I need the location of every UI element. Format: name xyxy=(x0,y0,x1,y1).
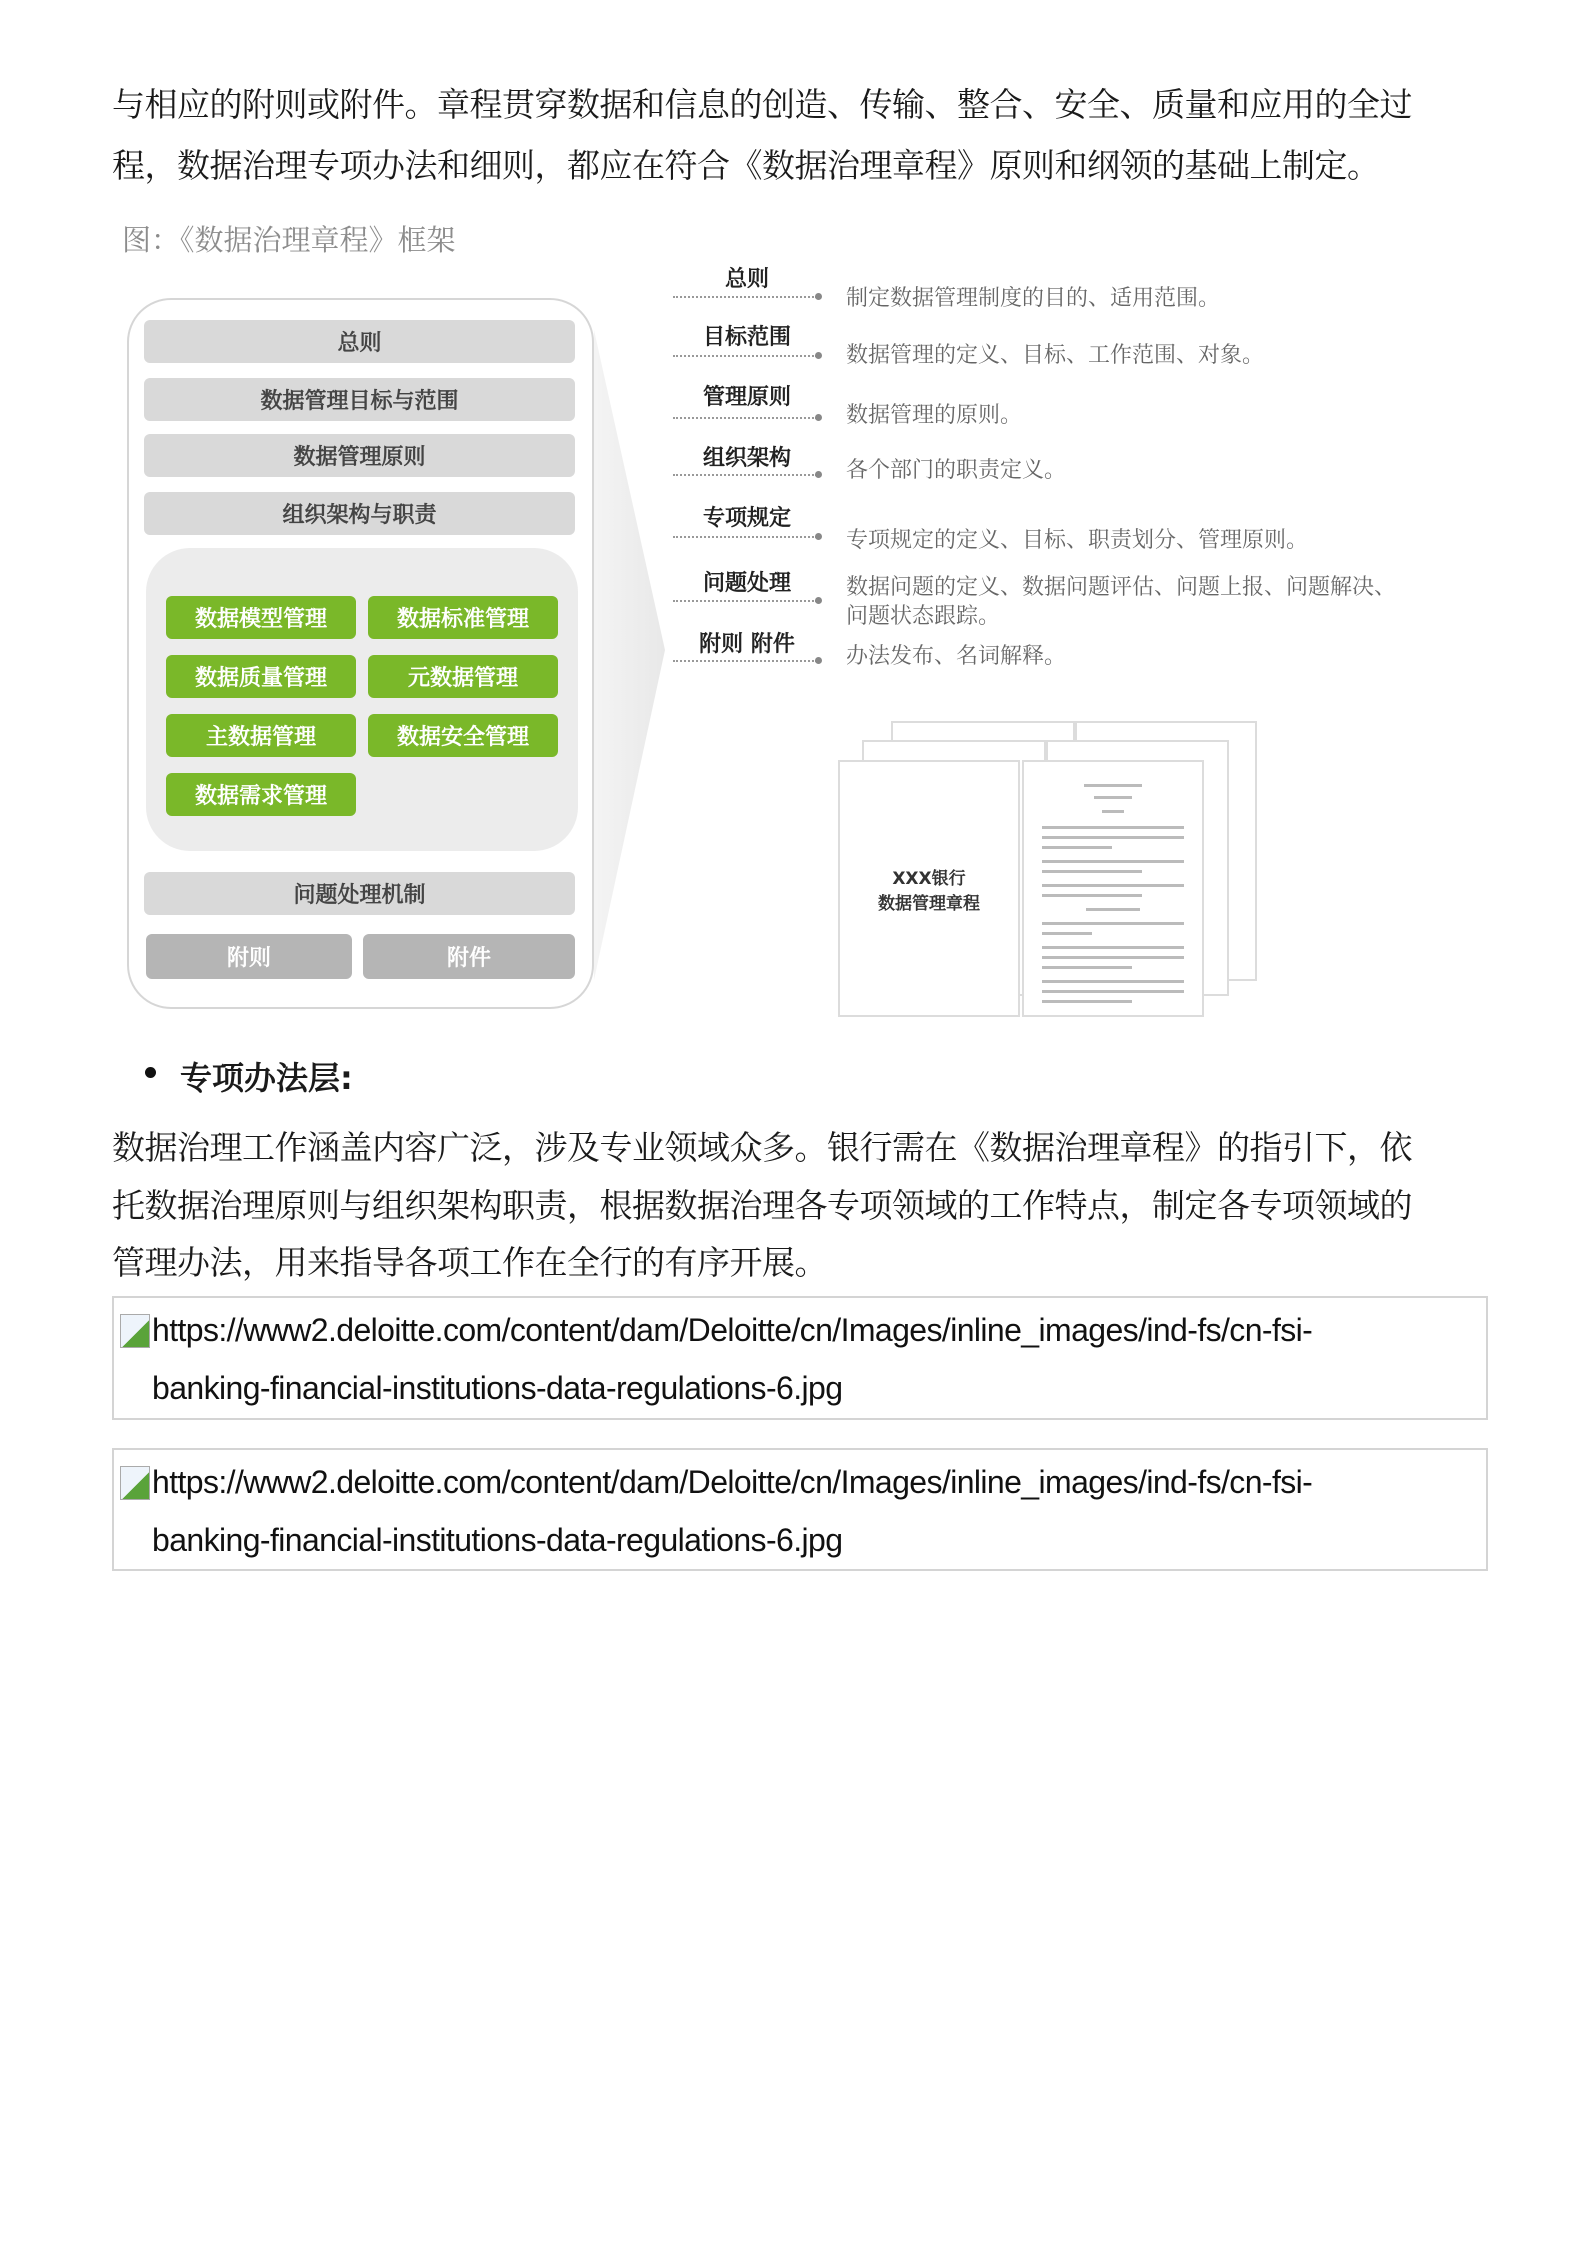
connector-dot-icon xyxy=(815,293,822,300)
connector-dot-icon xyxy=(815,597,822,604)
module-master-data: 主数据管理 xyxy=(166,714,356,757)
arrow-chevron-icon xyxy=(590,300,680,1010)
module-data-model: 数据模型管理 xyxy=(166,596,356,639)
appendix-rules: 附则 xyxy=(146,934,352,979)
connector-dot-icon xyxy=(815,352,822,359)
image-alt-url-line-2: banking-financial-institutions-data-regulations-6.jpg xyxy=(152,1370,843,1406)
appendix-attachments: 附件 xyxy=(363,934,575,979)
intro-line-2: 程，数据治理专项办法和细则，都应在符合《数据治理章程》原则和纲领的基础上制定。 xyxy=(112,146,1380,185)
image-alt-url-line-1: https://www2.deloitte.com/content/dam/Deloitte/cn/Images/inline_images/ind-fs/cn-fsi- xyxy=(152,1312,1313,1348)
section-label: 专项规定 xyxy=(702,506,791,531)
section-label: 目标范围 xyxy=(702,325,791,350)
module-data-requirements: 数据需求管理 xyxy=(166,773,356,816)
section-label: 总则 xyxy=(724,267,769,292)
dotted-connector xyxy=(673,355,817,357)
connector-dot-icon xyxy=(815,471,822,478)
broken-image-icon xyxy=(120,1466,150,1500)
document-cover-page xyxy=(838,760,1020,1017)
dotted-connector xyxy=(673,600,817,602)
document-content-page xyxy=(1022,760,1204,1017)
cover-title-charter: 数据管理章程 xyxy=(878,893,980,914)
row-principles: 数据管理原则 xyxy=(144,434,575,477)
module-data-security: 数据安全管理 xyxy=(368,714,558,757)
row-issue-handling: 问题处理机制 xyxy=(144,872,575,915)
cover-title-bank: XXX银行 xyxy=(892,868,966,889)
section-desc: 各个部门的职责定义。 xyxy=(846,458,1067,483)
section-desc-continued: 问题状态跟踪。 xyxy=(846,604,1001,629)
broken-image-icon xyxy=(120,1314,150,1348)
module-data-quality: 数据质量管理 xyxy=(166,655,356,698)
image-alt-url-line-1: https://www2.deloitte.com/content/dam/Deloitte/cn/Images/inline_images/ind-fs/cn-fsi- xyxy=(152,1464,1313,1500)
body-line-1: 数据治理工作涵盖内容广泛，涉及专业领域众多。银行需在《数据治理章程》的指引下，依 xyxy=(112,1128,1412,1167)
section-desc: 制定数据管理制度的目的、适用范围。 xyxy=(846,286,1221,311)
row-organization: 组织架构与职责 xyxy=(144,492,575,535)
broken-image-2 xyxy=(112,1448,1488,1571)
intro-line-1: 与相应的附则或附件。章程贯穿数据和信息的创造、传输、整合、安全、质量和应用的全过 xyxy=(112,85,1412,124)
image-alt-url-line-2: banking-financial-institutions-data-regulations-6.jpg xyxy=(152,1522,843,1558)
section-label: 问题处理 xyxy=(702,571,791,596)
section-desc: 数据管理的定义、目标、工作范围、对象。 xyxy=(846,343,1265,368)
body-line-2: 托数据治理原则与组织架构职责，根据数据治理各专项领域的工作特点，制定各专项领域的 xyxy=(112,1186,1412,1225)
module-data-standard: 数据标准管理 xyxy=(368,596,558,639)
row-general: 总则 xyxy=(144,320,575,363)
section-label: 管理原则 xyxy=(702,385,791,410)
connector-dot-icon xyxy=(815,414,822,421)
broken-image-1 xyxy=(112,1296,1488,1420)
section-label: 组织架构 xyxy=(702,446,791,471)
dotted-connector xyxy=(673,536,817,538)
dotted-connector xyxy=(673,474,817,476)
dotted-connector xyxy=(673,660,817,662)
bullet-icon xyxy=(145,1067,156,1078)
dotted-connector xyxy=(673,296,817,298)
body-line-3: 管理办法，用来指导各项工作在全行的有序开展。 xyxy=(112,1243,827,1282)
dotted-connector xyxy=(673,417,817,419)
connector-dot-icon xyxy=(815,533,822,540)
section-heading: 专项办法层: xyxy=(180,1059,353,1097)
section-desc: 数据管理的原则。 xyxy=(846,403,1023,428)
section-desc: 数据问题的定义、数据问题评估、问题上报、问题解决、 xyxy=(846,575,1397,600)
section-label: 附则 附件 xyxy=(699,632,795,657)
figure-caption: 图：《数据治理章程》框架 xyxy=(122,223,456,257)
section-desc: 专项规定的定义、目标、职责划分、管理原则。 xyxy=(846,528,1309,553)
module-metadata: 元数据管理 xyxy=(368,655,558,698)
section-desc: 办法发布、名词解释。 xyxy=(846,644,1067,669)
connector-dot-icon xyxy=(815,657,822,664)
row-goals-scope: 数据管理目标与范围 xyxy=(144,378,575,421)
